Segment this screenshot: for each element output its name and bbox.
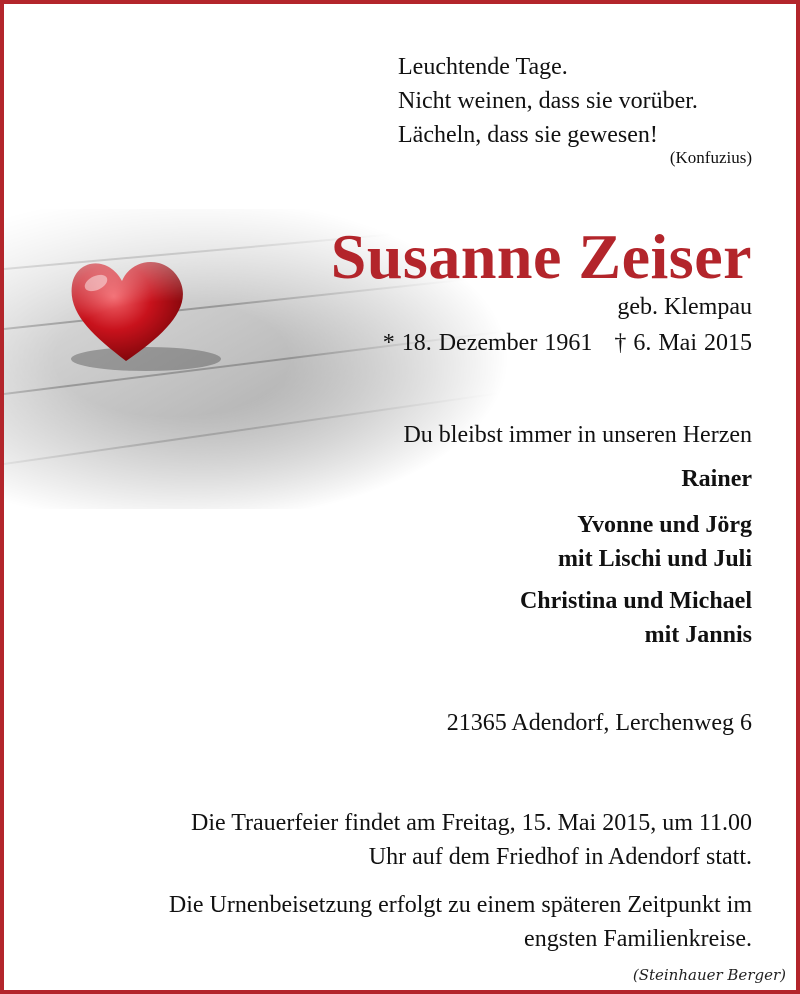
family-line: Rainer [681,466,752,492]
burial-info [169,888,752,956]
birth-date: * 18. Dezember 1961 [382,330,593,356]
ceremony-info [191,806,752,874]
family-line: mit Jannis [644,622,752,648]
family-member [558,508,752,576]
burial-line: engsten Familienkreise. [524,926,752,952]
ceremony-line: Die Trauerfeier findet am Freitag, 15. Mai 2015, um 11.00 [191,810,752,836]
quote-line-2: Nicht weinen, dass sie vorüber. [398,88,698,114]
quote-line-3: Lächeln, dass sie gewesen! [398,122,658,148]
motto: Du bleibst immer in unseren Herzen [403,422,752,448]
family-member [520,584,752,652]
family-member [681,462,752,496]
family-line: Yvonne und Jörg [577,512,752,538]
quote-source: (Konfuzius) [669,148,752,167]
life-dates [383,330,752,356]
quote-block [398,50,698,152]
publisher-signature: (Steinhauer Berger) [632,966,786,984]
deceased-name: Susanne Zeiser [330,221,752,292]
quote-line-1: Leuchtende Tage. [398,54,568,80]
ceremony-line: Uhr auf dem Friedhof in Adendorf statt. [368,844,752,870]
family-line: Christina und Michael [519,588,752,614]
address: 21365 Adendorf, Lerchenweg 6 [446,710,752,736]
heart-shadow [71,347,221,371]
birth-name: geb. Klempau [617,294,752,320]
burial-line: Die Urnenbeisetzung erfolgt zu einem späteren Zeitpunkt im [168,892,752,918]
family-line: mit Lischi und Juli [557,546,752,572]
death-date: † 6. Mai 2015 [614,330,752,356]
